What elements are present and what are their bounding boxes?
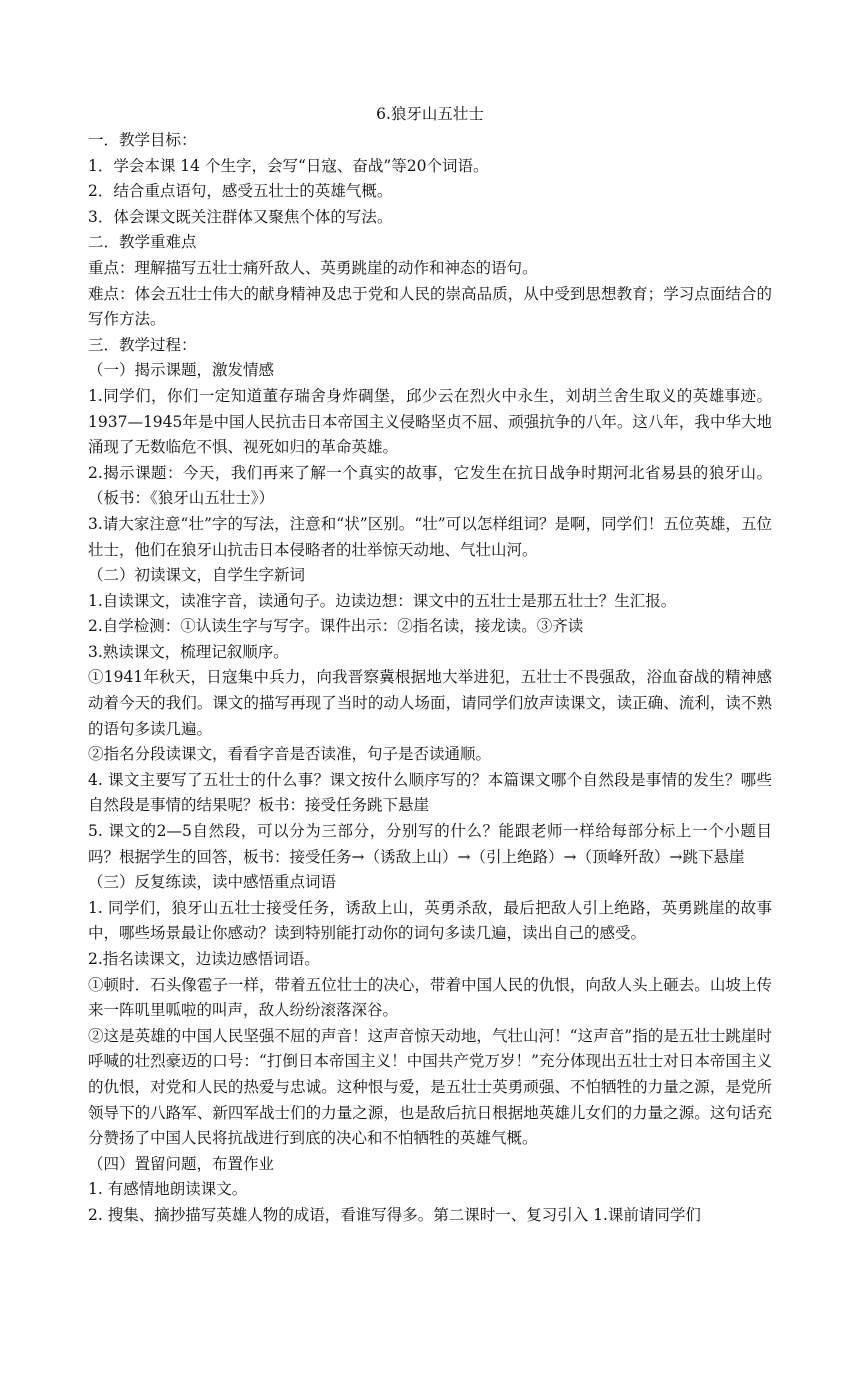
document-title: 6.狼牙山五壮士: [376, 105, 484, 123]
paragraph: ②指名分段读课文，看看字音是否读准，句子是否读通顺。: [88, 745, 492, 764]
paragraph: 4. 课文主要写了五壮士的什么事？课文按什么顺序写的？本篇课文哪个自然段是事情的发生？哪些自然段是事情的结果呢？板书：接受任务跳下悬崖: [88, 770, 773, 815]
paragraph: 重点：理解描写五壮士痛歼敌人、英勇跳崖的动作和神态的语句。: [88, 258, 538, 277]
paragraph: （一）揭示课题，激发情感: [88, 361, 275, 380]
paragraph: 3.请大家注意“壮”字的写法，注意和“状”区别。“壮”可以怎样组词？是啊，同学们！五位英雄，五位壮士，他们在狼牙山抗击日本侵略者的壮举惊天动地、气壮山河。: [88, 514, 772, 559]
paragraph: ①顿时．石头像雹子一样，带着五位壮士的决心，带着中国人民的仇恨，向敌人头上砸去。山坡上传来一阵叽里呱啦的叫声，敌人纷纷滚落深谷。: [88, 975, 772, 1020]
paragraph: （三）反复练读，读中感悟重点词语: [88, 873, 337, 892]
paragraph: 1. 同学们，狼牙山五壮士接受任务，诱敌上山，英勇杀敌，最后把敌人引上绝路，英勇跳崖的故事中，哪些场景最让你感动？读到特别能打动你的词句多读几遍，读出自己的感受。: [88, 898, 773, 943]
paragraph: ①1941年秋天，日寇集中兵力，向我晋察冀根据地大举进犯，五壮士不畏强敌，浴血奋战的精神感动着今天的我们。课文的描写再现了当时的动人场面，请同学们放声读课文，读正确、流利，读不熟的语句多读几遍。: [88, 668, 772, 738]
paragraph: 一．教学目标：: [88, 131, 197, 149]
paragraph: 二．教学重难点: [88, 233, 197, 252]
paragraph: ②这是英雄的中国人民坚强不屈的声音！这声音惊天动地，气壮山河！“这声音”指的是五壮士跳崖时呼喊的壮烈豪迈的口号：“打倒日本帝国主义！中国共产党万岁！”充分体现出五壮士对日本帝国主义的仇恨，对党和人民的热爱与忠诚。这种恨与爱，是五壮士英勇顽强、不怕牺牲的力量之源，是党所领导下的八路军、新四军战士们的力量之源，也是敌后抗日根据地英雄儿女们的力量之源。这句话充分赞扬了中国人民将抗战进行到底的决心和不怕牺牲的英雄气概。: [88, 1026, 772, 1148]
paragraph: 难点：体会五壮士伟大的献身精神及忠于党和人民的崇高品质，从中受到思想教育；学习点面结合的写作方法。: [88, 284, 772, 329]
paragraph: 2.自学检测：①认读生字与写字。课件出示：②指名读，接龙读。③齐读: [88, 617, 584, 636]
paragraph: 2.揭示课题：今天，我们再来了解一个真实的故事，它发生在抗日战争时期河北省易县的狼牙山。（板书：《狼牙山五壮士》）: [88, 463, 772, 508]
paragraph: （二）初读课文，自学生字新词: [88, 566, 306, 585]
paragraph: 2．结合重点语句，感受五壮士的英雄气概。: [88, 182, 393, 201]
paragraph: 3．体会课文既关注群体又聚焦个体的写法。: [88, 207, 393, 226]
paragraph: 1．学会本课 14 个生字，会写“日寇、奋战”等20个词语。: [88, 156, 489, 175]
paragraph: 三．教学过程：: [88, 335, 197, 354]
paragraph: 1. 有感情地朗读课文。: [88, 1180, 248, 1199]
paragraph: 1.自读课文，读准字音，读通句子。边读边想：课文中的五壮士是那五壮士？生汇报。: [88, 591, 677, 610]
paragraph: 2.指名读课文，边读边感悟词语。: [88, 950, 320, 968]
paragraph: （四）置留问题，布置作业: [88, 1154, 275, 1173]
paragraph: 5. 课文的2—5自然段，可以分为三部分，分别写的什么？能跟老师一样给每部分标上一个小题目吗？根据学生的回答，板书：接受任务→（诱敌上山）→（引上绝路）→（顶峰歼敌）→跳下悬崖: [88, 822, 772, 866]
document-body: [88, 128, 772, 1229]
paragraph: 1.同学们，你们一定知道董存瑞舍身炸碉堡，邱少云在烈火中永生，刘胡兰舍生取义的英雄事迹。1937—1945年是中国人民抗击日本帝国主义侵略坚贞不屈、顽强抗争的八年。这八年，我中华大地涌现了无数临危不惧、视死如归的革命英雄。: [88, 386, 772, 457]
paragraph: 2. 搜集、摘抄描写英雄人物的成语，看谁写得多。第二课时一、复习引入 1.课前请同学们: [88, 1205, 701, 1224]
paragraph: 3.熟读课文，梳理记叙顺序。: [88, 642, 289, 661]
